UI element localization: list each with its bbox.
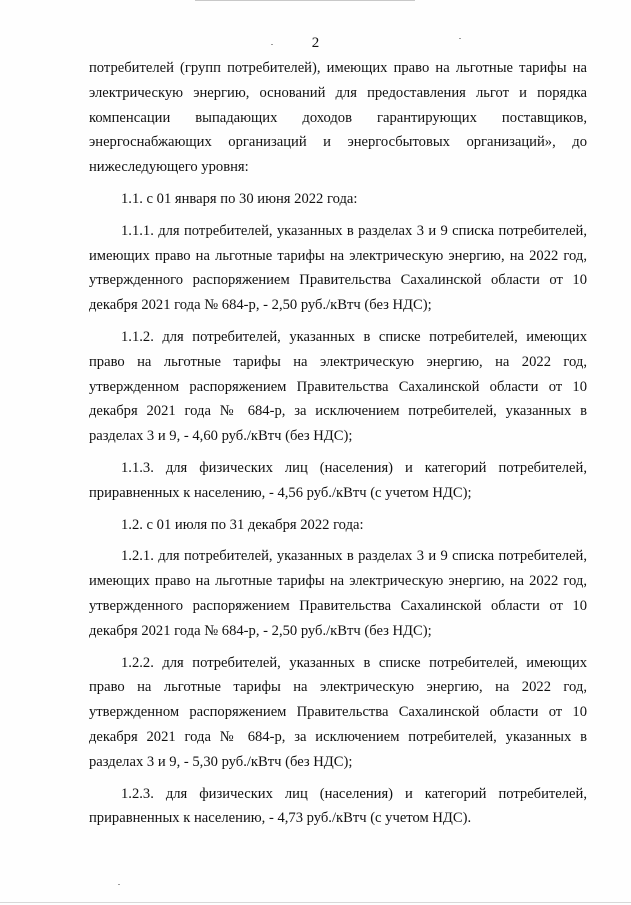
scan-speck	[459, 38, 461, 39]
scan-speck	[118, 884, 120, 885]
page-number: 2	[311, 35, 320, 51]
paragraph-1-1: 1.1. с 01 января по 30 июня 2022 года:	[121, 190, 358, 207]
paragraph-1-1-1: 1.1.1. для потребителей, указанных в разделах 3 и 9 списка потребителей, имеющих право на льготные тарифы на электрическую энергию, на 2022 год, утвержденного распоряжением Правительства Сахалинской области от 10 декабря 2021 года № 684-р, - 2,50 руб./кВтч (без НДС);	[89, 222, 587, 314]
paragraph-1-2-1: 1.2.1. для потребителей, указанных в разделах 3 и 9 списка потребителей, имеющих право на льготные тарифы на электрическую энергию, на 2022 год, утвержденного распоряжением Правительства Сахалинской области от 10 декабря 2021 года № 684-р, - 2,50 руб./кВтч (без НДС);	[89, 548, 587, 639]
document-body	[89, 56, 587, 831]
paragraph-1-1-2: 1.1.2. для потребителей, указанных в списке потребителей, имеющих право на льготные тарифы на электрическую энергию, на 2022 год, утвержденном распоряжением Правительства Сахалинской области от 10 декабря 2021 года № 684-р, за исключением потребителей, указанных в разделах 3 и 9, - 4,60 руб./кВтч (без НДС);	[89, 328, 587, 445]
scan-edge-bottom	[0, 902, 631, 903]
paragraph-1-1-3: 1.1.3. для физических лиц (населения) и категорий потребителей, приравненных к населению, - 4,56 руб./кВтч (с учетом НДС);	[89, 459, 587, 501]
paragraph-1-2-2: 1.2.2. для потребителей, указанных в списке потребителей, имеющих право на льготные тарифы на электрическую энергию, на 2022 год, утвержденном распоряжением Правительства Сахалинской области от 10 декабря 2021 года № 684-р, за исключением потребителей, указанных в разделах 3 и 9, - 5,30 руб./кВтч (без НДС);	[89, 654, 587, 770]
paragraph-continuation: потребителей (групп потребителей), имеющих право на льготные тарифы на электрическую энергию, оснований для предоставления льгот и порядка компенсации выпадающих доходов гарантирующих поставщиков, энергоснабжающих организаций и энергосбытовых организаций», до нижеследующего уровня:	[89, 60, 587, 176]
scan-edge-top	[195, 0, 415, 1]
paragraph-1-2: 1.2. с 01 июля по 31 декабря 2022 года:	[121, 516, 364, 533]
paragraph-1-2-3: 1.2.3. для физических лиц (населения) и категорий потребителей, приравненных к населению, - 4,73 руб./кВтч (с учетом НДС).	[89, 785, 587, 827]
scan-speck	[271, 44, 273, 45]
